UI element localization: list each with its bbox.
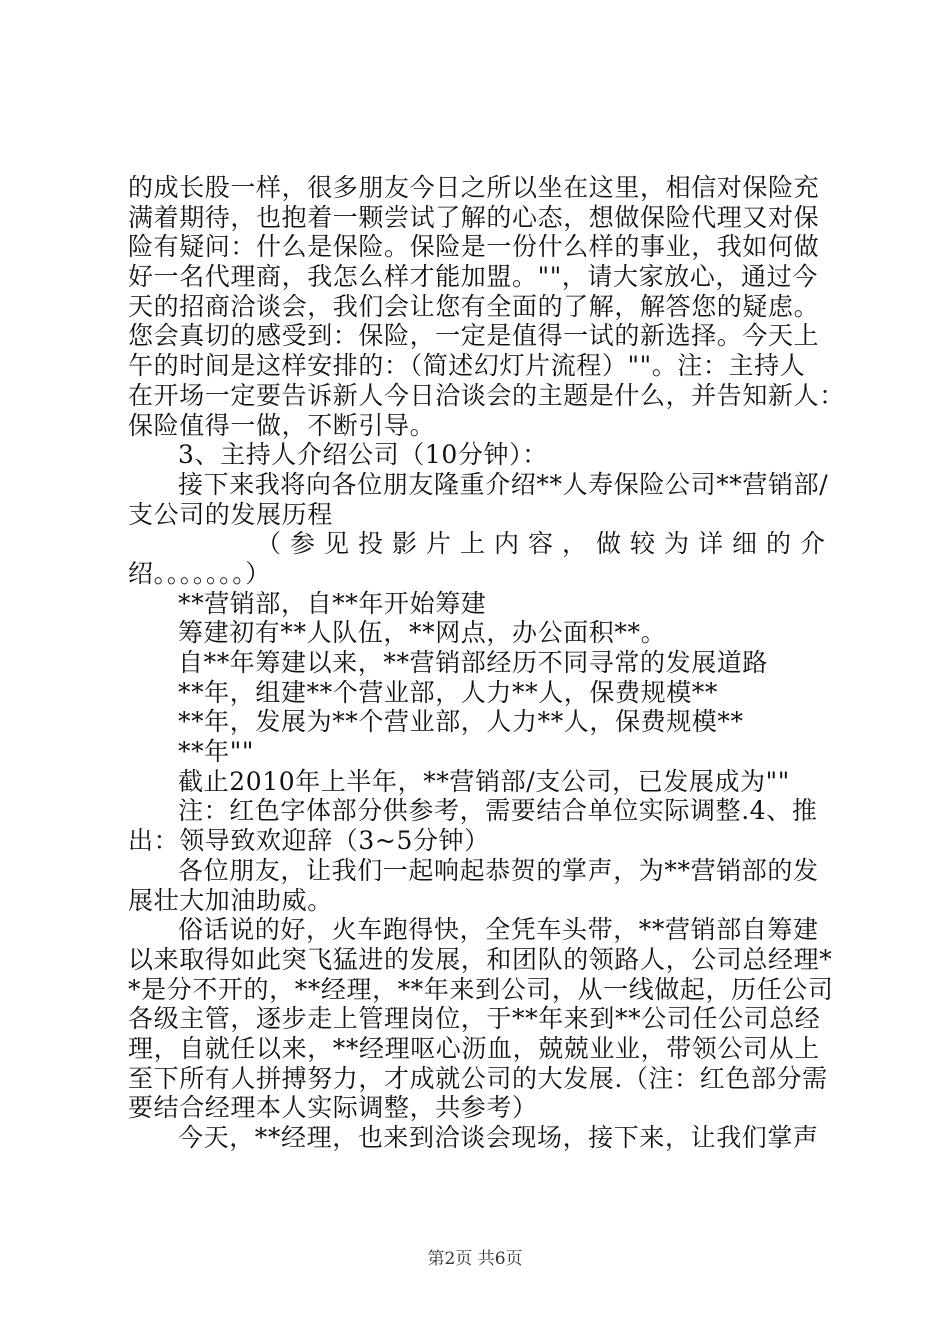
section-heading: 3、主持人介绍公司（10分钟）： (178, 440, 548, 470)
text-line: 今天，**经理，也来到洽谈会现场，接下来，让我们掌声 (178, 1123, 819, 1152)
page-footer: 第2页 共6页 (427, 1249, 523, 1269)
text-line: 保险值得一做，不断引导。 (128, 410, 436, 440)
text-line: 您会真切的感受到：保险，一定是值得一试的新选择。今天上 (128, 321, 820, 351)
text-line: 午的时间是这样安排的：（简述幻灯片流程）""。注：主持人 (128, 351, 806, 381)
text-line: **年，发展为**个营业部，人力**人，保费规模** (178, 707, 744, 737)
text-line: 以来取得如此突飞猛进的发展，和团队的领路人，公司总经理* (128, 944, 833, 974)
text-line: 筹建初有**人队伍，**网点，办公面积**。 (178, 618, 667, 648)
text-line: 接下来我将向各位朋友隆重介绍**人寿保险公司**营销部/ (178, 469, 829, 499)
text-line: 在开场一定要告诉新人今日洽谈会的主题是什么，并告知新人： (128, 380, 845, 410)
text-line: **营销部，自**年开始筹建 (178, 588, 487, 618)
text-line: *是分不开的，**经理，**年来到公司，从一线做起，历任公司 (128, 974, 834, 1004)
text-line: 好一名代理商，我怎么样才能加盟。""，请大家放心，通过今 (128, 262, 818, 292)
text-line: 满着期待，也抱着一颗尝试了解的心态，想做保险代理又对保 (128, 202, 820, 232)
text-line: 展壮大加油助威。 (128, 885, 333, 915)
text-line: **年"" (178, 737, 254, 767)
text-line: （参见投影片上内容，做较为详细的介 (256, 529, 835, 559)
text-line: 俗话说的好，火车跑得快，全凭车头带，**营销部自筹建 (178, 915, 819, 945)
text-line: 自**年筹建以来，**营销部经历不同寻常的发展道路 (178, 648, 769, 677)
text-line: 绍。。。。。。。） (128, 558, 271, 588)
text-line: 要结合经理本人实际调整，共参考） (128, 1093, 538, 1123)
text-line: 至下所有人拼搏努力，才成就公司的大发展.（注：红色部分需 (128, 1063, 828, 1093)
text-line: 天的招商洽谈会，我们会让您有全面的了解，解答您的疑虑。 (128, 291, 820, 321)
text-line: 截止2010年上半年，**营销部/支公司，已发展成为"" (178, 766, 790, 796)
text-line: 各级主管，逐步走上管理岗位，于**年来到**公司任公司总经 (128, 1004, 821, 1034)
text-line: 注：红色字体部分供参考，需要结合单位实际调整.4、推 (178, 796, 818, 826)
text-line: 险有疑问：什么是保险。保险是一份什么样的事业，我如何做 (128, 232, 820, 262)
text-line: 支公司的发展历程 (128, 499, 333, 529)
text-line: 的成长股一样，很多朋友今日之所以坐在这里，相信对保险充 (128, 173, 820, 202)
text-line: 理，自就任以来，**经理呕心沥血，兢兢业业，带领公司从上 (128, 1033, 820, 1063)
text-line: 出：领导致欢迎辞（3~5分钟） (128, 826, 490, 856)
text-line: **年，组建**个营业部，人力**人，保费规模** (178, 677, 719, 707)
text-line: 各位朋友，让我们一起响起恭贺的掌声，为**营销部的发 (178, 855, 819, 885)
document-body (128, 173, 845, 1153)
